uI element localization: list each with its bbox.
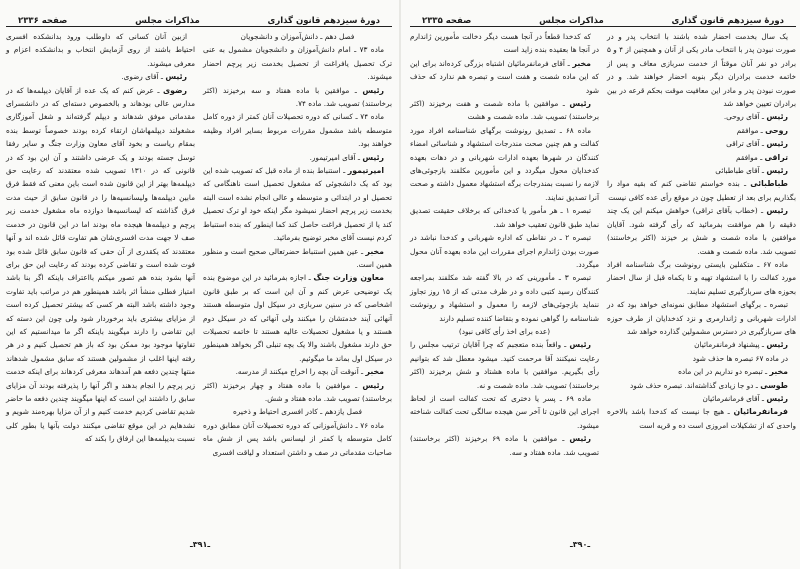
speaker-name: رئیس [569,434,591,444]
speech-paragraph [410,432,599,459]
speech-text: ـ آقای تراقی [726,139,767,149]
speaker-name: طباطبائی [750,179,788,189]
speech-paragraph [6,84,195,446]
article-paragraph: ماده ۶۷ ـ متکفلین بایستی رونوشت برگ شناسنامه افراد مورد کفالت را با استشهاد تهیه و تا یکماه قبل از سال احضار بحوزه های سربازگیری تسلیم نمایند. [607,259,796,296]
article-paragraph: یک سال بخدمت احضار شده باشند با انتخاب پدر و در صورت نبودن پدر با انتخاب مادر یکی از آنان و همچنین از ۴ و ۵ برادر دو نفر آنان موقتاً از خدمت سربازی معاف و پس از خاتمه خدمت برادران دیگر بنوبه احضار خواهند شد. و در صورت نبودن پدر و مادر این معافیت موقت بحکم قرعه در بین برادران تعیین خواهد شد [607,32,796,109]
speech-text: ـ آقای امیرتیمور. [309,152,363,162]
article-paragraph: که کدخدا قطعاً در آنجا هست دیگر دخالت مأمورین ژاندارم در آنجا ها بعقیده بنده زاید است [410,32,599,55]
speaker-name: رئیس [165,72,187,82]
speech-text: ـ بنده خواستم تقاضی کنم که بقیه مواد را بگذاریم برای بعد از تعطیل چون در موقع رأی عده کافی نیست [607,179,796,202]
speech-text: ـ هیچ جا نیست که کدخدا باشد بالاخره واحدی که از تشکیلات امروزی است ده و قریه است [607,407,796,430]
speaker-name: رئیس [362,380,384,390]
speech-paragraph [607,405,796,432]
column-right [203,30,392,459]
speech-paragraph [607,392,796,405]
speech-text: ـ استنباط بنده از ماده قبل که تصویب شده این بود که یک دانشجوئی که مشغول تحصیل است ناهنگامی که تحصیل او در ابتدائی و متوسطه و عالی انجام نشده است البته بخدمت زیر پرچم احضار نمیشود مگر اینکه خود او ترک تحصیل کند یا از تحصیل فراغت حاصل کند کما اینطور که بنده استنباط کردم نیست آقای مخبر توضیح بفرمائید. [203,166,392,243]
speech-paragraph [607,110,796,123]
speech-text: ـ (خطاب بآقای تراقی) خواهش میکنم این یک چند دقیقه را هم موافقت بفرمائید که رأی گرفته شود. آقایان موافقین با ماده شصت و شش بر خیزند (اکثر برخاستند) تصویب شد. ماده شصت و هفت. [607,206,796,256]
speech-paragraph [410,57,599,97]
page-columns [6,30,392,459]
speech-paragraph [410,97,599,124]
speech-paragraph [203,245,392,272]
speaker-name: فرمانفرمائیان [733,407,788,417]
speaker-name: مخبر [365,367,384,377]
speech-paragraph [607,338,796,351]
speech-paragraph [203,271,392,365]
speech-text: ـ موافقین با ماده هفتاد و سه برخیزند (اکثر برخاستند) تصویب شد. ماده ۷۴. [203,85,392,109]
page-header [410,6,796,27]
article-paragraph: ماده ۶۹ ـ پسر یا دختری که تحت کفالت است از لحاظ اجرای این قانون تا آخر سن هیجده سالگی تحت کفالت شناخته میشود. [410,393,599,430]
article-paragraph: ماده ۷۴ ـ کسانی که دوره تحصیلات آنان کمتر از دوره کامل متوسطه باشد مشمول مقررات مربوط بسایر افراد وظیفه خواهند بود. [203,112,392,149]
speaker-name: مخبر [365,246,384,256]
speech-text: ـ موافقم [736,125,766,135]
page-header [6,6,392,27]
speaker-name: رئیس [766,206,788,216]
speech-text: ـ عرض کنم که یک عده از آقایان دیپلمه‌ها که در مدارس عالی بودهاند و بالخصوص دسته‌ای که در دانشسرای مقدماتی موفق شدهاند و دیپلم گرفته‌اند و شغل آموزگاری مشغولند دیپلمهاشان ارتقاء کرده بودند خصوصاً توسط بنده بمقام ریاست و بخود آقای معاون وزارت جنگ و سایر رفقا توسل جسته بودند و یک عرضی داشتند و آن این بود که در قانونی که در ۱۳۱۰ تصویب شده معتقدند که رعایت حق دیپلمه‌ها بهتر از این قانون شده است باین معنی که فقط فرق مابین دیپلمه‌ها ولیسانسیه‌ها را در قانون سابق از حیث مدت فرق گذاشته که لیسانسیه‌ها دوازده ماه مشغول خدمت زیر پرچم و دیپلمه‌ها هیجده ماه بودند اما در این قانون در خدمت صف لا جهت مدت افسری‌شان هم تفاوت قائل شده اند و آنها معتقدند که یکقدری از آن حقی که قانون سابق قائل شده بود فوت شده است و تقاضی کرده بودند که رعایت این حق برای آنها بشود بنده هم تصور میکنم بااعتراف باینکه اگر بنا باشد امتیاز فطلی منشأ اثر باشد همینطور هم در مراتب باید تفاوت وجود داشته باشد البته هر کسی که بیشتر تحصیل کرده است از مزایای بیشتری باید برخوردار شود ولی چون این دسته که این تقاضی را دارند میگویند باینکه اگر ما میدانستیم که این تفاوتها موجود بود ممکن بود که باز هم تحصیل کنیم و در هر رفته اینها اغلب از مشمولین هستند که سابق مشمول شدهاند منتها چندین دفعه هم آمدهاند معرفی کردهاند برای اینکه خدمت زیر پرچم را انجام بدهند و اگر آنها را پذیرفته بودند آن مزایای سابق را داشتند این است که اینها میگویند چندین دفعه ما حاضر شدیم تقاضی کردیم خدمت کنیم و از آن مزایا بهره‌مند شویم و نشدهایم در این موقع تقاضی میکنند دولت بآنها یا بطور کلی نسبت بدیپلمه‌ها این ارفاق را بکند که [6,85,195,444]
speech-paragraph [607,177,796,204]
speaker-name: مخبر [572,58,591,68]
session-label: دورهٔ سیزدهم قانون گذاری [671,16,784,26]
speech-text: ـ تبصره دو نداریم در این ماده [678,367,770,377]
page-label: صفحه ۲۳۳۵ [422,16,472,26]
speech-paragraph [607,124,796,137]
article-paragraph: تبصره ـ برگهای استشهاد مطابق نمونه‌ای خواهد بود که در ادارات شهربانی و ژاندارمری و نزد کدخدایان از طرف حوزه های سربازگیری در دسترس مشمولین گذارده خواهد شد [607,300,796,336]
article-paragraph: ماده ۷۶ ـ دانش‌آموزانی که دوره تحصیلات آنان مطابق دوره کامل متوسطه یا کمتر از لیسانس باشد پس از شش ماه صاحبات مقدماتی در صف و داشتن استعداد و لیاقت افسری [203,420,392,457]
speaker-name: رئیس [362,85,384,95]
section-heading: فصل یازدهم ـ کادر افسری احتیاط و ذخیره [233,407,362,417]
speech-paragraph [203,379,392,406]
journal-title: مذاکرات مجلس [539,16,604,26]
speech-text: ـ آقای روحی. [723,112,767,122]
speech-text: ـ آقای رضوی. [121,72,166,82]
speaker-name: رئیس [766,340,788,350]
speech-paragraph [607,137,796,150]
page-number: ـ۳۹۰ـ [570,540,591,549]
article-paragraph: در ماده ۶۷ تبصره ها حذف شود [692,353,788,363]
speech-paragraph [203,151,392,164]
page-label: صفحه ۲۳۳۶ [18,16,68,26]
session-label: دورهٔ سیزدهم قانون گذاری [267,16,380,26]
column-left [6,30,195,459]
speech-text: ـ واقعاً بنده متعجبم که چرا آقایان ترتیب مجلس را رعایت نمیکنند آقا مرحمت کنید. میشود معطل شد که بتوانیم رأی بگیریم. موافقین با ماده هشتاد و شش برخیزند (اکثر برخاستند) تصویب شد. ماده شصت و نه. [410,340,599,390]
speech-paragraph [607,379,796,392]
speech-paragraph [607,365,796,378]
article-paragraph: تبصره ۱ ـ هر مأمور یا کدخدائی که برخلاف حقیقت تصدیق نماید طبق قانون تعقیب خواهد شد. [410,206,599,229]
speaker-name: رئیس [766,393,788,403]
section-heading: فصل دهم ـ دانش‌آموزان و دانشجویان [240,32,355,41]
speech-text: ـ پیشنهاد فرمانفرمائیان [694,340,767,350]
speech-paragraph [410,338,599,392]
speech-text: ـ موافقین با ماده ۶۹ برخیزند (اکثر برخاستند) تصویب شد. ماده هفتاد و سه. [410,434,599,457]
speech-paragraph [6,70,195,83]
speaker-name: تراقی [764,152,788,162]
page-number: ـ۳۹۱ـ [190,540,211,549]
speaker-name: طوسی [760,380,788,390]
article-paragraph: تبصره ۲ ـ در نقاطی که اداره شهربانی و کدخدا نباشد در صورت بودن ژاندارم اجرای مقررات این ماده بعهده آنان محول میگردد. [410,233,599,269]
article-paragraph: ماده ۷۳ ـ امام دانش‌آموزان و دانشجویان مشمول به عنی ترک تحصیل یافراغت از تحصیل بخدمت زیر پرچم احضار میشوند. [203,45,392,82]
column-left [410,30,599,459]
journal-title: مذاکرات مجلس [135,16,200,26]
speaker-name: رئیس [766,112,788,122]
speech-text: ـ آقای فرمانفرمائیان [702,393,767,403]
speech-paragraph [203,365,392,378]
article-paragraph: تبصره ۳ ـ مأمورینی که در بالا گفته شد مکلفند بمراجعه کنندگان رسید کتبی داده و در ظرف مدتی که از ۱۵ روز تجاوز ننماید بازجوئی‌های لازمه را معمول و استشهاد و رونوشت شناسنامه را گواهی نموده و بتقاضا کننده تسلیم دارند [410,273,599,323]
speech-text: ـ عین همین استنباط حضرتعالی صحیح است و منظور همین است. [203,246,392,269]
speech-text: ـ اجازه بفرمائید در این موضوع بنده یک توضیحی عرض کنم و آن این است که بر طبق قانون اشخاصی که در سنین سربازی در سیکل اول متوسطه هستند آنهائی آیند خدمتشان را میکنند ولی آنهائی که در سیکل دوم هستند و یا مشغول تحصیلات عالیه هستند تا خاتمه تحصیلات حق دارند مشغول باشند والا یک بچه تنبلی اگر بخواهد همینطور در سیکل اول بماند ما میگوئیم. [203,273,392,363]
speaker-name: امیرتیمور [347,166,384,176]
article-paragraph: ازبین آنان کسانی که داوطلب ورود بدانشکده افسری احتیاط باشند از روی آزمایش انتخاب و بدانشکده اعزام و معرفی میشوند. [6,32,195,68]
speech-paragraph [607,164,796,177]
speaker-name: رئیس [766,139,788,149]
column-right [607,30,796,459]
speaker-name: رئیس [362,152,384,162]
speech-text: ـ موافقین با ماده شصت و هفت برخیزند (اکثر برخاستند) تصویب شد. ماده شصت و هشت [410,99,599,122]
speaker-name: رئیس [569,99,591,109]
page-columns [410,30,796,459]
speaker-name: رئیس [569,340,591,350]
speech-paragraph [607,204,796,258]
page-2335 [400,0,800,569]
speaker-name: رئیس [766,166,788,176]
speech-text: ـ آنوقت آن بچه را اخراج میکنند از مدرسه. [235,367,366,377]
speech-text: ـ آقای طباطبائی [715,166,767,176]
speaker-name: معاون وزارت جنگ [313,273,384,283]
parenthetical-note: (عده برای اخذ رأی کافی نبود) [458,326,551,336]
speech-text: ـ موافقین با ماده هفتاد و چهار برخیزند (اکثر برخاستند) تصویب شد. ماده هفتاد و شش. [203,380,392,403]
speech-paragraph [607,151,796,164]
speech-paragraph [203,164,392,244]
speech-paragraph [203,84,392,111]
speaker-name: روحی [765,125,788,135]
article-paragraph: ماده ۶۸ ـ تصدیق رونوشت برگهای شناسنامه افراد مورد کفالت و هم چنین صحت مندرجات استشهاد و شناسائی امضاء کنندگان در شهرها بعهده ادارات شهربانی و در دهات بعهده کدخدایان محول میگردد و این مأمورین مکلفند بازجوئی‌های لازمه را نسبت بمندرجات برگه استشهاد معمول داشته و صحت آنرا تصدیق نمایند. [410,125,599,202]
speaker-name: رضوی [162,85,187,95]
speech-text: ـ دو جا زیادی گذاشته‌اند. تبصره حذف شود [630,380,761,390]
speech-text: ـ آقای فرمانفرمائیان اشتباه بزرگی کرده‌اند برای این که این ماده شصت و هفت است و تبصره هم ندارد که حذف شود [410,58,599,95]
speaker-name: مخبر [769,367,788,377]
speech-text: ـ موافقم [736,152,765,162]
